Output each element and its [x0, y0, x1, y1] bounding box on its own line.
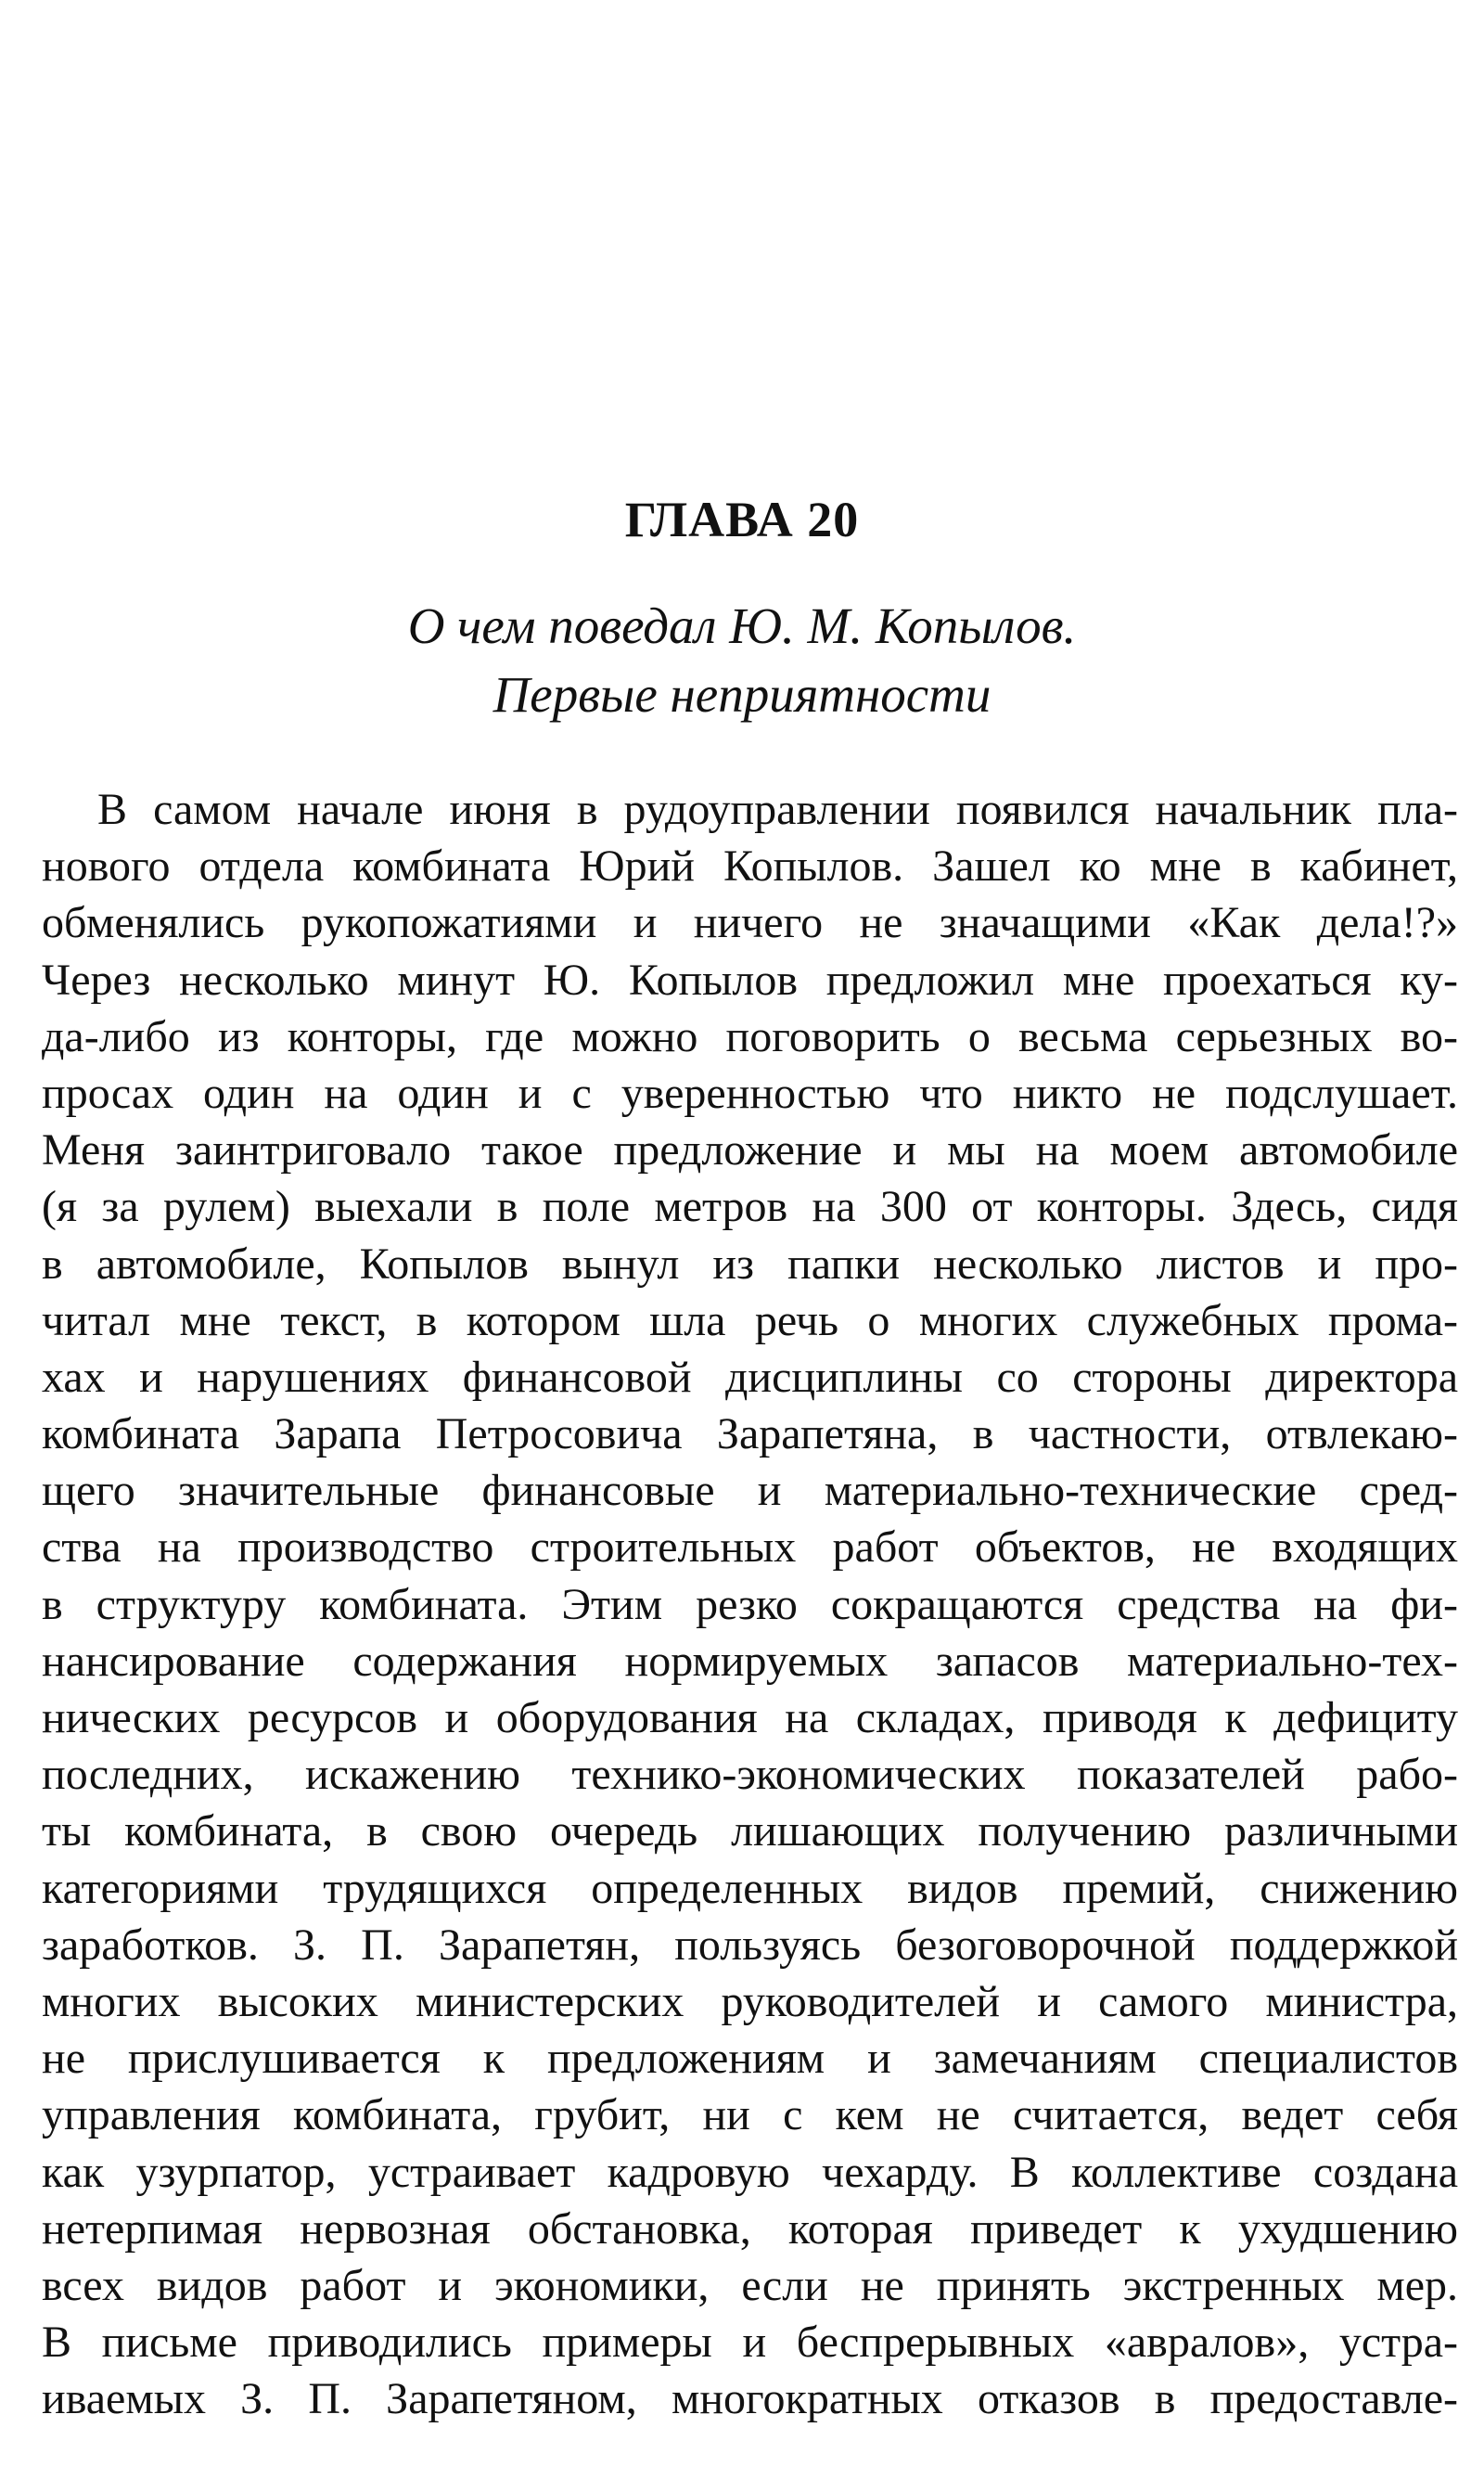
text-line: В самом начале июня в рудоуправлении появился начальник пла- [97, 785, 1458, 834]
text-line: щего значительные финансовые и материально-технические сред- [42, 1466, 1458, 1516]
body-text [42, 781, 1458, 2427]
text-line: как узурпатор, устраивает кадровую чехарду. В коллективе создана [42, 2147, 1458, 2197]
text-line: В письме приводились примеры и беспрерывных «авралов», устра- [42, 2318, 1458, 2368]
text-line: заработков. З. П. Зарапетян, пользуясь безоговорочной поддержкой [42, 1920, 1458, 1970]
chapter-subtitle-line-2: Первые неприятности [493, 666, 991, 723]
text-line: нетерпимая нервозная обстановка, которая приведет к ухудшению [42, 2203, 1458, 2254]
text-line: ты комбината, в свою очередь лишающих получению различными [42, 1806, 1458, 1856]
text-line: в структуру комбината. Этим резко сокращаются средства на фи- [42, 1579, 1458, 1629]
text-line: хах и нарушениях финансовой дисциплины со стороны директора [42, 1352, 1458, 1402]
text-line: Через несколько минут Ю. Копылов предложил мне проехаться ку- [42, 955, 1458, 1005]
text-line: нических ресурсов и оборудования на складах, приводя к дефициту [42, 1693, 1458, 1742]
text-line: категориями трудящихся определенных видов премий, снижению [42, 1863, 1458, 1913]
text-line: читал мне текст, в котором шла речь о многих служебных прома- [42, 1295, 1458, 1345]
text-line: (я за рулем) выехали в поле метров на 300 от конторы. Здесь, сидя [42, 1182, 1458, 1232]
text-line: просах один на один и с уверенностью что никто не подслушает. [42, 1068, 1458, 1118]
text-line: последних, искажению технико-экономических показателей рабо- [42, 1750, 1458, 1800]
text-line: управления комбината, грубит, ни с кем не считается, ведет себя [42, 2090, 1458, 2140]
text-line: ства на производство строительных работ объектов, не входящих [42, 1522, 1458, 1573]
text-line: нансирование содержания нормируемых запасов материально-тех- [42, 1636, 1458, 1686]
text-line: многих высоких министерских руководителей и самого министра, [42, 1976, 1458, 2026]
text-line: иваемых З. П. Зарапетяном, многократных отказов в предоставле- [42, 2374, 1458, 2424]
text-line: в автомобиле, Копылов вынул из папки несколько листов и про- [42, 1239, 1458, 1289]
text-line: нового отдела комбината Юрий Копылов. Зашел ко мне в кабинет, [42, 841, 1458, 892]
text-line: Меня заинтриговало такое предложение и мы на моем автомобиле [42, 1125, 1458, 1175]
chapter-subtitle-line-1: О чем поведал Ю. М. Копылов. [407, 597, 1077, 654]
text-line: комбината Зарапа Петросовича Зарапетяна, в частности, отвлекаю- [42, 1409, 1458, 1459]
text-line: не прислушивается к предложениям и замечаниям специалистов [42, 2034, 1458, 2084]
chapter-subtitle [0, 592, 1484, 729]
chapter-heading: ГЛАВА 20 [624, 492, 860, 547]
text-line: обменялись рукопожатиями и ничего не значащими «Как дела!?» [42, 898, 1458, 948]
text-line: да-либо из конторы, где можно поговорить о весьма серьезных во- [42, 1011, 1458, 1061]
text-line: всех видов работ и экономики, если не принять экстренных мер. [42, 2260, 1458, 2310]
